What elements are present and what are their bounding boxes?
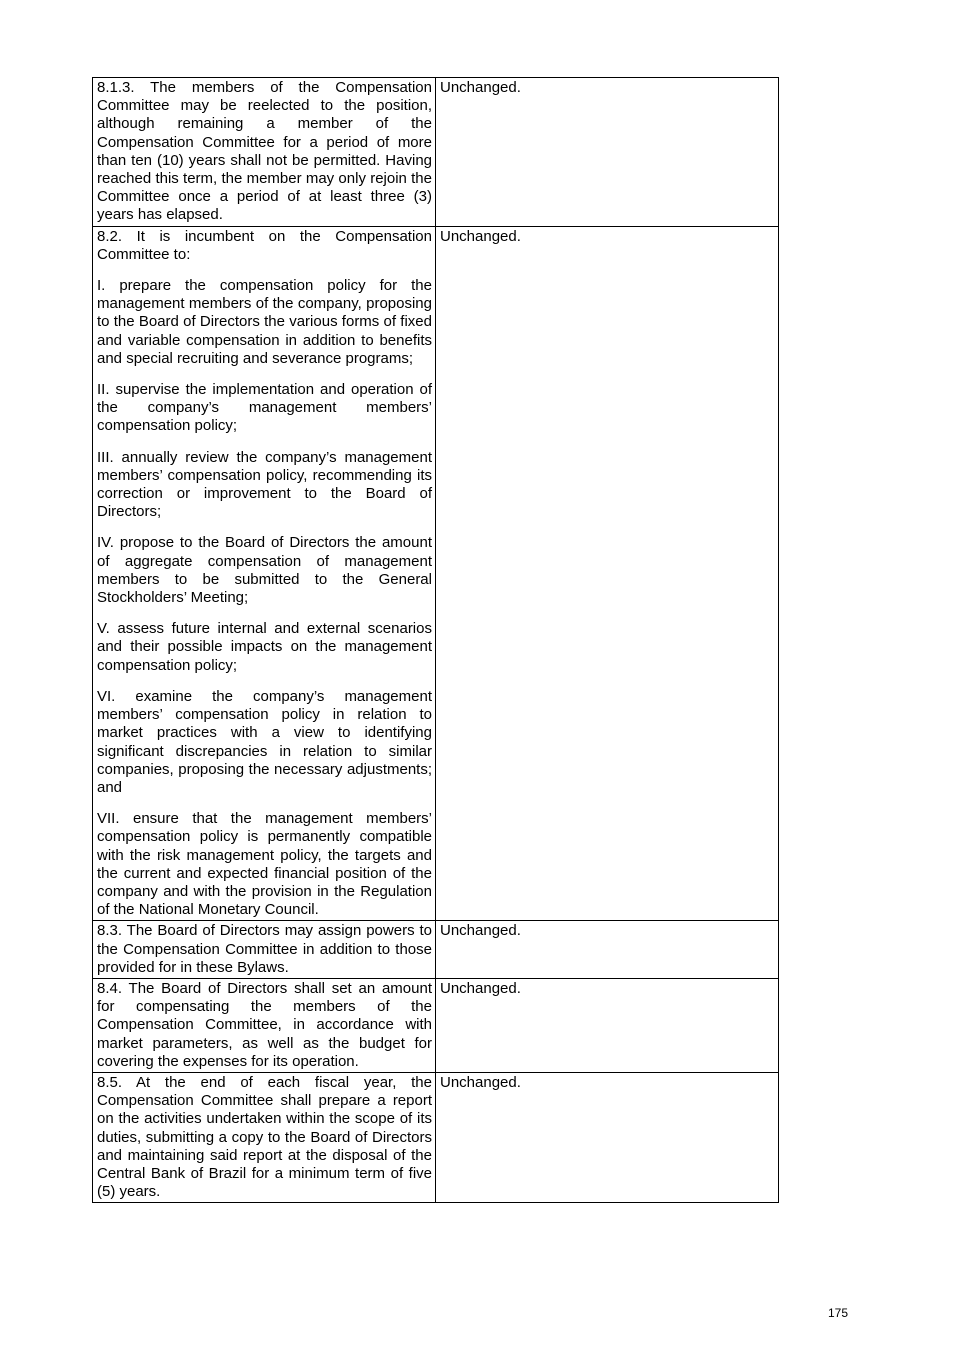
comparison-table <box>92 77 779 1203</box>
status-cell: Unchanged. <box>436 978 779 1072</box>
clause-item: VI. examine the company’s management members’ compensation policy in relation to market practices with a view to identifying significant discrepancies in relation to similar companies, proposing the necessary adjustments; and <box>97 687 432 796</box>
status-cell: Unchanged. <box>436 921 779 979</box>
table-row <box>93 978 779 1072</box>
table-row <box>93 1072 779 1202</box>
clause-paragraph: 8.4. The Board of Directors shall set an amount for compensating the members of the Compensation Committee, in accordance with market parameters, as well as the budget for covering the expenses for its operation. <box>97 979 432 1070</box>
clause-item: V. assess future internal and external scenarios and their possible impacts on the management compensation policy; <box>97 620 432 674</box>
clause-item: IV. propose to the Board of Directors the amount of aggregate compensation of management members to be submitted to the General Stockholders’ Meeting; <box>97 534 432 607</box>
clause-paragraph: 8.1.3. The members of the Compensation Committee may be reelected to the position, although remaining a member of the Compensation Committee for a period of more than ten (10) years shall not be permitted. Having reached this term, the member may only rejoin the Committee once a period of at least three (3) years has elapsed. <box>97 79 432 224</box>
status-cell: Unchanged. <box>436 1072 779 1202</box>
original-text-cell <box>93 978 436 1072</box>
status-cell: Unchanged. <box>436 226 779 921</box>
clause-paragraph: 8.5. At the end of each fiscal year, the Compensation Committee shall prepare a report on the activities undertaken within the scope of its duties, submitting a copy to the Board of Directors and maintaining said report at the disposal of the Central Bank of Brazil for a minimum term of five (5) years. <box>97 1073 432 1201</box>
clause-paragraph: 8.2. It is incumbent on the Compensation Committee to: <box>97 227 432 263</box>
original-text-cell <box>93 1072 436 1202</box>
clause-item: I. prepare the compensation policy for the management members of the company, proposing to the Board of Directors the various forms of fixed and variable compensation in addition to benefits and special recruiting and severance programs; <box>97 277 432 367</box>
clause-item: VII. ensure that the management members’ compensation policy is permanently compatible with the risk management policy, the targets and the current and expected financial position of the company and with the provision in the Regulation of the National Monetary Council. <box>97 810 432 919</box>
status-cell: Unchanged. <box>436 78 779 227</box>
table-row <box>93 921 779 979</box>
table-row <box>93 226 779 921</box>
clause-item: III. annually review the company’s management members’ compensation policy, recommending its correction or improvement to the Board of Directors; <box>97 448 432 521</box>
original-text-cell <box>93 78 436 227</box>
original-text-cell <box>93 921 436 979</box>
clause-item: II. supervise the implementation and operation of the company’s management members’ compensation policy; <box>97 381 432 435</box>
clause-paragraph: 8.3. The Board of Directors may assign powers to the Compensation Committee in addition to those provided for in these Bylaws. <box>97 922 432 976</box>
page-number: 175 <box>828 1306 849 1320</box>
table-row <box>93 78 779 227</box>
original-text-cell <box>93 226 436 921</box>
